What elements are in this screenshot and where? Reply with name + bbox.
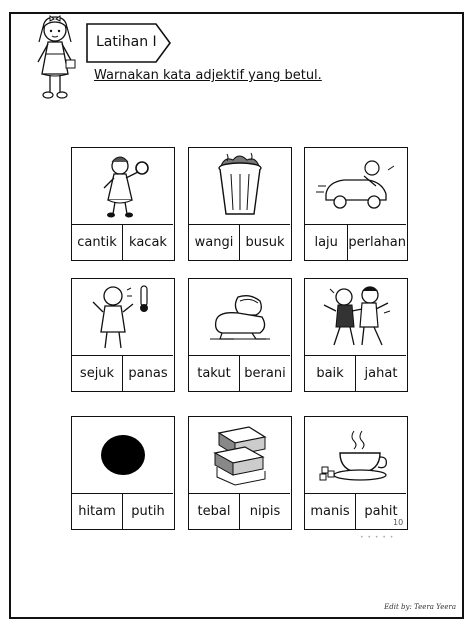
word-option[interactable]: perlahan [347,225,406,260]
girl-with-magnifier-icon [88,152,158,220]
word-option[interactable]: sejuk [79,366,115,381]
picture-area [72,148,173,224]
cup-of-tea-icon [316,427,396,483]
exercise-card [188,147,292,261]
word-option[interactable]: laju [314,235,338,250]
picture-area [72,279,173,355]
picture-area [72,417,173,493]
word-option[interactable]: baik [316,366,344,381]
word-option[interactable]: hitam [78,504,116,519]
word-option[interactable]: takut [197,366,231,381]
trash-bin-icon [205,152,275,220]
exercise-card [188,278,292,392]
word-option[interactable]: pahit [355,494,406,529]
picture-area [305,417,406,493]
black-circle-icon [98,433,148,477]
girl-illustration [30,14,80,104]
stack-of-books-icon [205,423,275,487]
word-option[interactable]: kacak [122,225,173,260]
word-option[interactable]: panas [122,356,173,391]
page-number: 10 [393,518,404,527]
picture-area [189,279,290,355]
credit-text: Edit by: Teera Yeera [384,603,456,611]
word-option[interactable]: putih [122,494,173,529]
word-option[interactable]: tebal [197,504,231,519]
fighting-kids-icon [316,283,396,351]
exercise-card [304,147,408,261]
page-title: Latihan I [96,34,157,50]
exercise-card [304,416,408,530]
word-option[interactable]: busuk [239,225,290,260]
exercise-card [304,278,408,392]
picture-area [189,148,290,224]
title-tag [86,23,172,63]
word-option[interactable]: nipis [239,494,290,529]
boy-in-car-icon [316,156,396,216]
word-option[interactable]: berani [239,356,290,391]
word-option[interactable]: jahat [355,356,406,391]
exercise-card [71,278,175,392]
decorative-dots: • • • • • [360,534,395,541]
exercise-card [71,147,175,261]
exercise-card [188,416,292,530]
picture-area [305,279,406,355]
exercise-card [71,416,175,530]
hot-man-thermometer-icon [83,282,163,352]
picture-area [305,148,406,224]
instruction-text: Warnakan kata adjektif yang betul. [94,68,322,83]
scared-child-icon [200,287,280,347]
word-option[interactable]: cantik [77,235,117,250]
picture-area [189,417,290,493]
word-option[interactable]: wangi [194,235,234,250]
word-option[interactable]: manis [310,504,350,519]
